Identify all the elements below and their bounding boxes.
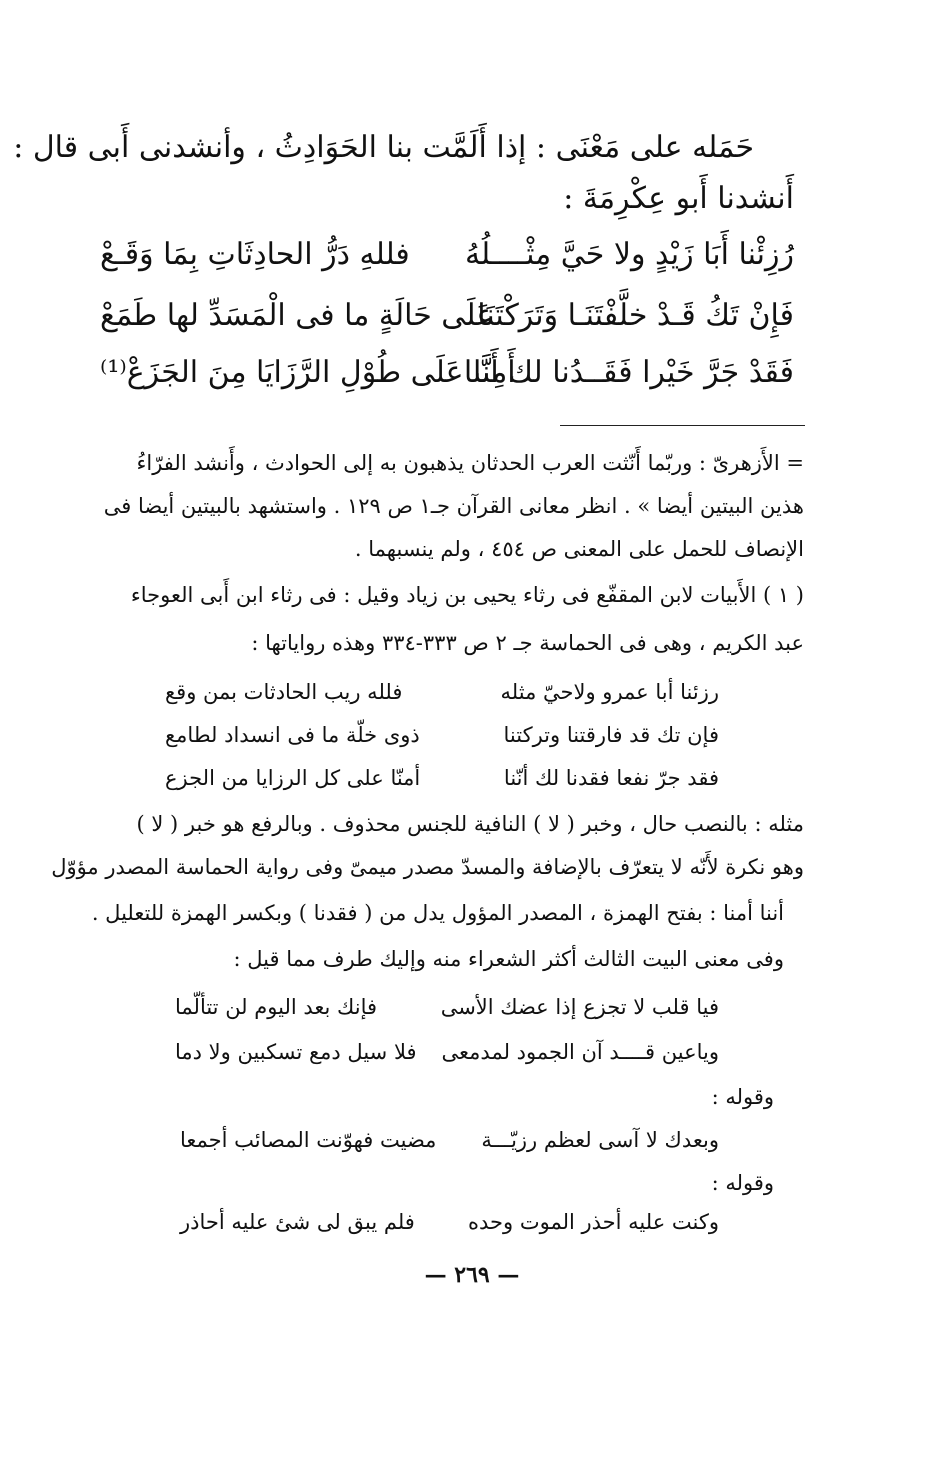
verse-hemistich-second: فلم يبق لى شئ عليه أحاذر	[180, 1210, 415, 1234]
verse-hemistich-first: فقد جرّ نفعا فقدنا لك أنّنا	[503, 766, 719, 790]
verse-hemistich-second: أمنّا على كل الرزايا من الجزع	[165, 766, 421, 790]
verse-hemistich-second: عَلَى حَالَةٍ ما فى الْمَسَدِّ لها طَمَعْ	[100, 298, 495, 333]
commentary-line: مثله : بالنصب حال ، وخبر ( لا ) النافية للجنس محذوف . وبالرفع هو خبر ( لا )	[136, 812, 804, 836]
verse-hemistich-second: فللهِ دَرُّ الحادِثَاتِ بِمَا وَقَـعْ	[100, 237, 410, 272]
commentary-line: وهو نكرة لأَنّه لا يتعرّف بالإضافة والمسدّ مصدر ميمىّ وفى رواية الحماسة المصدر مؤوّل	[51, 855, 804, 879]
verse-hemistich-first: فَإِنْ تَكُ قَـدْ خلَّفْتَنَـا وَتَرَكْتَنَا	[477, 298, 794, 333]
intro-line-2: أَنشدنا أَبو عِكْرِمَةَ :	[563, 181, 794, 216]
intro-line-1: حَمَله على مَعْنَى : إذا أَلَمَّت بنا الحَوَادِثُ ، وأنشدنى أَبى قال :	[13, 130, 754, 165]
commentary-line: وفى معنى البيت الثالث أكثر الشعراء منه وإليك طرف مما قيل :	[233, 947, 784, 971]
verse-hemistich-second: أَمِنَّا عَلَى طُوْلِ الرَّزَايَا مِنَ الجَزَعْ⁽¹⁾	[100, 355, 516, 390]
verse-hemistich-first: فإن تك قد فارقتنا وتركتنا	[503, 723, 719, 747]
verse-hemistich-first: فَقَدْ جَرَّ خَيْرا فَقَــدُنا لك أَنَّنا	[463, 355, 794, 390]
footnote-1-line: ( ١ ) الأَبيات لابن المقفّع فى رثاء يحيى بن زياد وقيل : فى رثاء ابن أَبى العوجاء	[130, 583, 804, 607]
verse-hemistich-second: فإنك بعد اليوم لن تتألّما	[175, 995, 378, 1019]
verse-hemistich-first: رزئنا أبا عمرو ولاحيّ مثله	[500, 680, 719, 704]
verse-hemistich-first: رُزِئْنا أَبَا زَيْدٍ ولا حَيَّ مِثْــــلُهُ	[464, 237, 794, 272]
footnote-continuation-line: الإنصاف للحمل على المعنى ص ٤٥٤ ، ولم ينسبهما .	[354, 537, 804, 561]
verse-hemistich-second: فلله ريب الحادثات بمن وقع	[165, 680, 403, 704]
verse-hemistich-second: ذوى خلّة ما فى انسداد لطامع	[165, 723, 420, 747]
verse-hemistich-second: فلا سيل دمع تسكبين ولا دما	[175, 1040, 417, 1064]
commentary-line: أننا أمنا : بفتح الهمزة ، المصدر المؤول يدل من ( فقدنا ) وبكسر الهمزة للتعليل .	[91, 901, 784, 925]
verse-hemistich-first: فيا قلب لا تجزع إذا عضك الأسى	[440, 995, 719, 1019]
page-number: — ٢٦٩ —	[424, 1262, 520, 1288]
verse-hemistich-second: مضيت فهوّنت المصائب أجمعا	[180, 1128, 437, 1152]
verse-hemistich-first: وياعين قــــد آن الجمود لمدمعى	[441, 1040, 719, 1064]
footnote-1-line: عبد الكريم ، وهى فى الحماسة جـ ٢ ص ٣٣٣-٣٣٤ وهذه رواياتها :	[251, 631, 804, 655]
footnote-continuation-line: = الأَزهرىّ : وربّما أَنّثت العرب الحدثان يذهبون به إلى الحوادث ، وأَنشد الفرّاءُ	[136, 451, 804, 475]
qawluhu-label: وقوله :	[711, 1085, 774, 1109]
footnote-continuation-line: هذين البيتين أيضا » . انظر معانى القرآن جـ١ ص ١٢٩ . واستشهد بالبيتين أيضا فى	[103, 494, 804, 518]
verse-hemistich-first: وكنت عليه أحذر الموت وحده	[468, 1210, 719, 1234]
verse-hemistich-first: وبعدك لا آسى لعظم رزيّـــة	[481, 1128, 719, 1152]
qawluhu-label: وقوله :	[711, 1171, 774, 1195]
footnote-separator	[560, 425, 805, 426]
